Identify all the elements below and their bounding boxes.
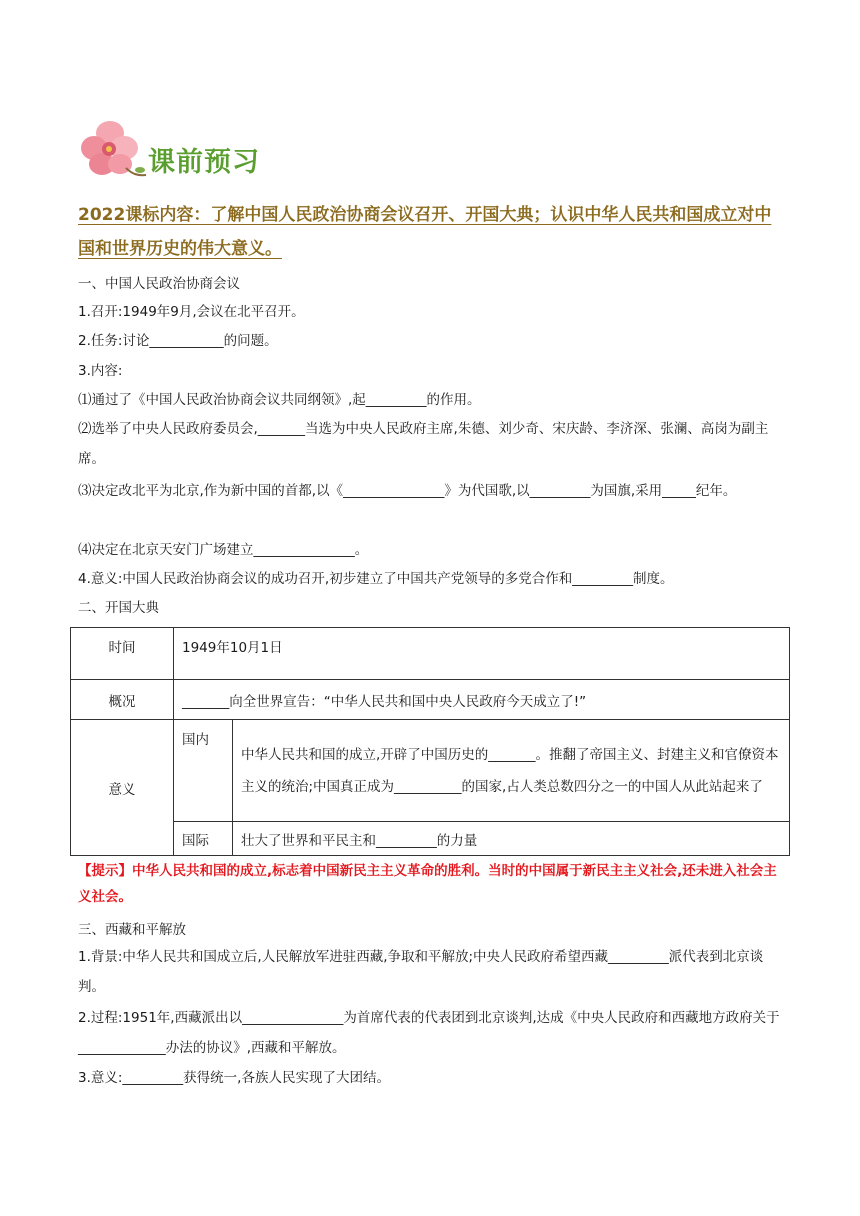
cppcc-content-2: ⑵选举了中央人民政府委员会,_______当选为中央人民政府主席,朱德、刘少奇、宋庆龄、李济深、张澜、高岗为副主席。 bbox=[78, 421, 769, 467]
tibet-item-background: 1.背景:中华人民共和国成立后,人民解放军进驻西藏,争取和平解放;中央人民政府希望西藏_________派代表到北京谈判。 bbox=[78, 949, 764, 995]
cppcc-item-content: 3.内容: bbox=[78, 363, 123, 379]
cppcc-content-1: ⑴通过了《中国人民政治协商会议共同纲领》,起_________的作用。 bbox=[78, 392, 481, 408]
cppcc-item-significance: 4.意义:中国人民政治协商会议的成功召开,初步建立了中国共产党领导的多党合作和_________制度。 bbox=[78, 571, 674, 587]
section-header bbox=[80, 118, 300, 178]
section-title: 课前预习 bbox=[148, 147, 260, 178]
tibet-item-process: 2.过程:1951年,西藏派出以_______________为首席代表的代表团到北京谈判,达成《中央人民政府和西藏地方政府关于_____________办法的协议》,西藏和平解放。 bbox=[78, 1010, 780, 1056]
label-overview: 概况 bbox=[71, 680, 174, 720]
curriculum-standard: 2022课标内容：了解中国人民政治协商会议召开、开国大典；认识中华人民共和国成立对中国和世界历史的伟大意义。 bbox=[78, 205, 772, 259]
table-row bbox=[71, 720, 790, 822]
tibet-item-significance: 3.意义:_________获得统一,各族人民实现了大团结。 bbox=[78, 1070, 390, 1086]
cppcc-item-convene: 1.召开:1949年9月,会议在北平召开。 bbox=[78, 304, 305, 320]
hint-note: 【提示】中华人民共和国的成立,标志着中国新民主主义革命的胜利。当时的中国属于新民主主义社会,还未进入社会主义社会。 bbox=[78, 863, 777, 905]
heading-tibet: 三、西藏和平解放 bbox=[78, 922, 186, 938]
table-row bbox=[71, 680, 790, 720]
label-domestic: 国内 bbox=[174, 720, 233, 822]
label-significance: 意义 bbox=[71, 720, 174, 856]
value-time: 1949年10月1日 bbox=[174, 628, 790, 680]
value-overview: _______向全世界宣告：“中华人民共和国中央人民政府今天成立了!” bbox=[174, 680, 790, 720]
value-international: 壮大了世界和平民主和_________的力量 bbox=[233, 822, 790, 856]
cppcc-content-4: ⑷决定在北京天安门广场建立_______________。 bbox=[78, 542, 369, 558]
cppcc-item-task: 2.任务:讨论___________的问题。 bbox=[78, 333, 278, 349]
heading-cppcc: 一、中国人民政治协商会议 bbox=[78, 276, 240, 292]
label-time: 时间 bbox=[71, 628, 174, 680]
value-domestic: 中华人民共和国的成立,开辟了中国历史的_______。推翻了帝国主义、封建主义和官僚资本主义的统治;中国真正成为__________的国家,占人类总数四分之一的中国人从此站起来了 bbox=[233, 720, 790, 822]
label-international: 国际 bbox=[174, 822, 233, 856]
heading-founding-ceremony: 二、开国大典 bbox=[78, 600, 159, 616]
founding-ceremony-table bbox=[70, 627, 790, 856]
flower-icon bbox=[80, 118, 152, 180]
table-row bbox=[71, 822, 790, 856]
cppcc-content-3: ⑶决定改北平为北京,作为新中国的首都,以《_______________》为代国歌,以_________为国旗,采用_____纪年。 bbox=[78, 483, 737, 499]
table-row bbox=[71, 628, 790, 680]
